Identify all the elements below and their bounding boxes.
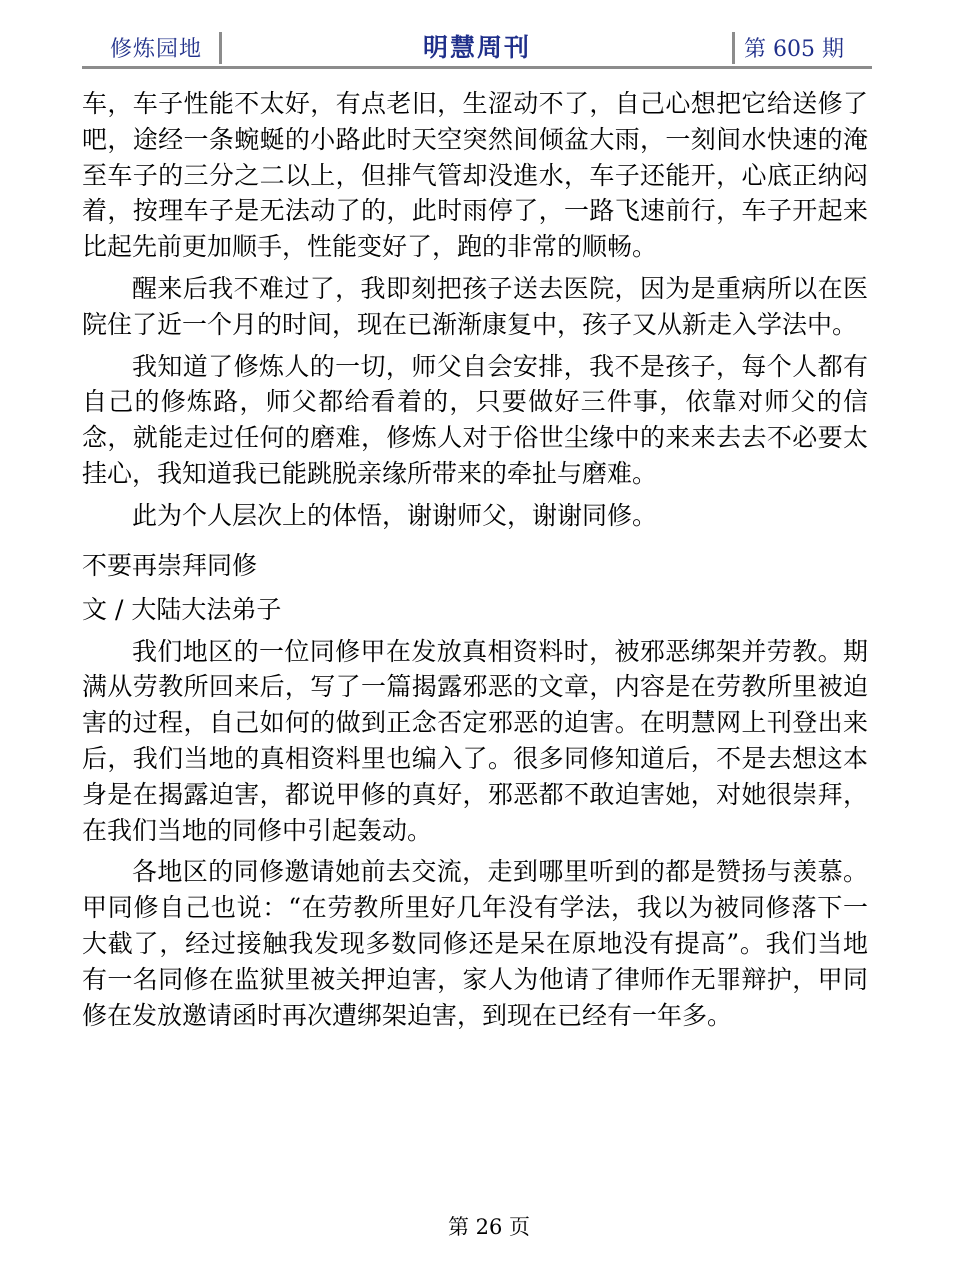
section-name: 修炼园地 [110, 37, 203, 62]
paragraph: 醒来后我不难过了，我即刻把孩子送去医院，因为是重病所以在医院住了近一个月的时间，现在已渐渐康复中，孩子又从新走入学法中。 [82, 273, 868, 339]
paragraph: 各地区的同修邀请她前去交流，走到哪里听到的都是赞扬与羡慕。甲同修自己也说：“在劳教所里好几年没有学法，我以为被同修落下一大截了，经过接触我发现多数同修还是呆在原地没有提高”。我们当地有一名同修在监狱里被关押迫害，家人为他请了律师作无罪辩护，甲同修在发放邀请函时再次遭绑架迫害，到现在已经有一年多。 [82, 857, 868, 1030]
page-number: 第 26 页 [447, 1215, 531, 1239]
article-body [82, 86, 868, 1039]
article-byline: 文 / 大陆大法弟子 [82, 594, 282, 624]
publication-title: 明慧周刊 [422, 33, 531, 62]
article-title: 不要再崇拜同修 [82, 550, 258, 580]
paragraph: 车，车子性能不太好，有点老旧，生涩动不了，自己心想把它给送修了吧，途经一条蜿蜒的小路此时天空突然间倾盆大雨，一刻间水快速的淹至车子的三分之二以上，但排气管却没進水，车子还能开，心底正纳闷着，按理车子是无法动了的，此时雨停了，一路飞速前行，车子开起来比起先前更加顺手，性能变好了，跑的非常的顺畅。 [82, 89, 868, 262]
header-divider-right [732, 32, 735, 64]
paragraph: 我知道了修炼人的一切，师父自会安排，我不是孩子，每个人都有自己的修炼路，师父都给看着的，只要做好三件事，依靠对师父的信念，就能走过任何的磨难，修炼人对于俗世尘缘中的来来去去不必要太挂心，我知道我已能跳脱亲缘所带来的牵扯与磨难。 [82, 351, 868, 488]
paragraph: 此为个人层次上的体悟，谢谢师父，谢谢同修。 [132, 500, 658, 530]
header-rule [82, 66, 872, 69]
paragraph: 我们地区的一位同修甲在发放真相资料时，被邪恶绑架并劳教。期满从劳教所回来后，写了一篇揭露邪恶的文章，内容是在劳教所里被迫害的过程，自己如何的做到正念否定邪恶的迫害。在明慧网上刊登出来后，我们当地的真相资料里也编入了。很多同修知道后，不是去想这本身是在揭露迫害，都说甲修的真好，邪恶都不敢迫害她，对她很崇拜，在我们当地的同修中引起轰动。 [82, 636, 868, 845]
issue-number: 第 605 期 [744, 37, 844, 62]
page-header [82, 26, 872, 68]
